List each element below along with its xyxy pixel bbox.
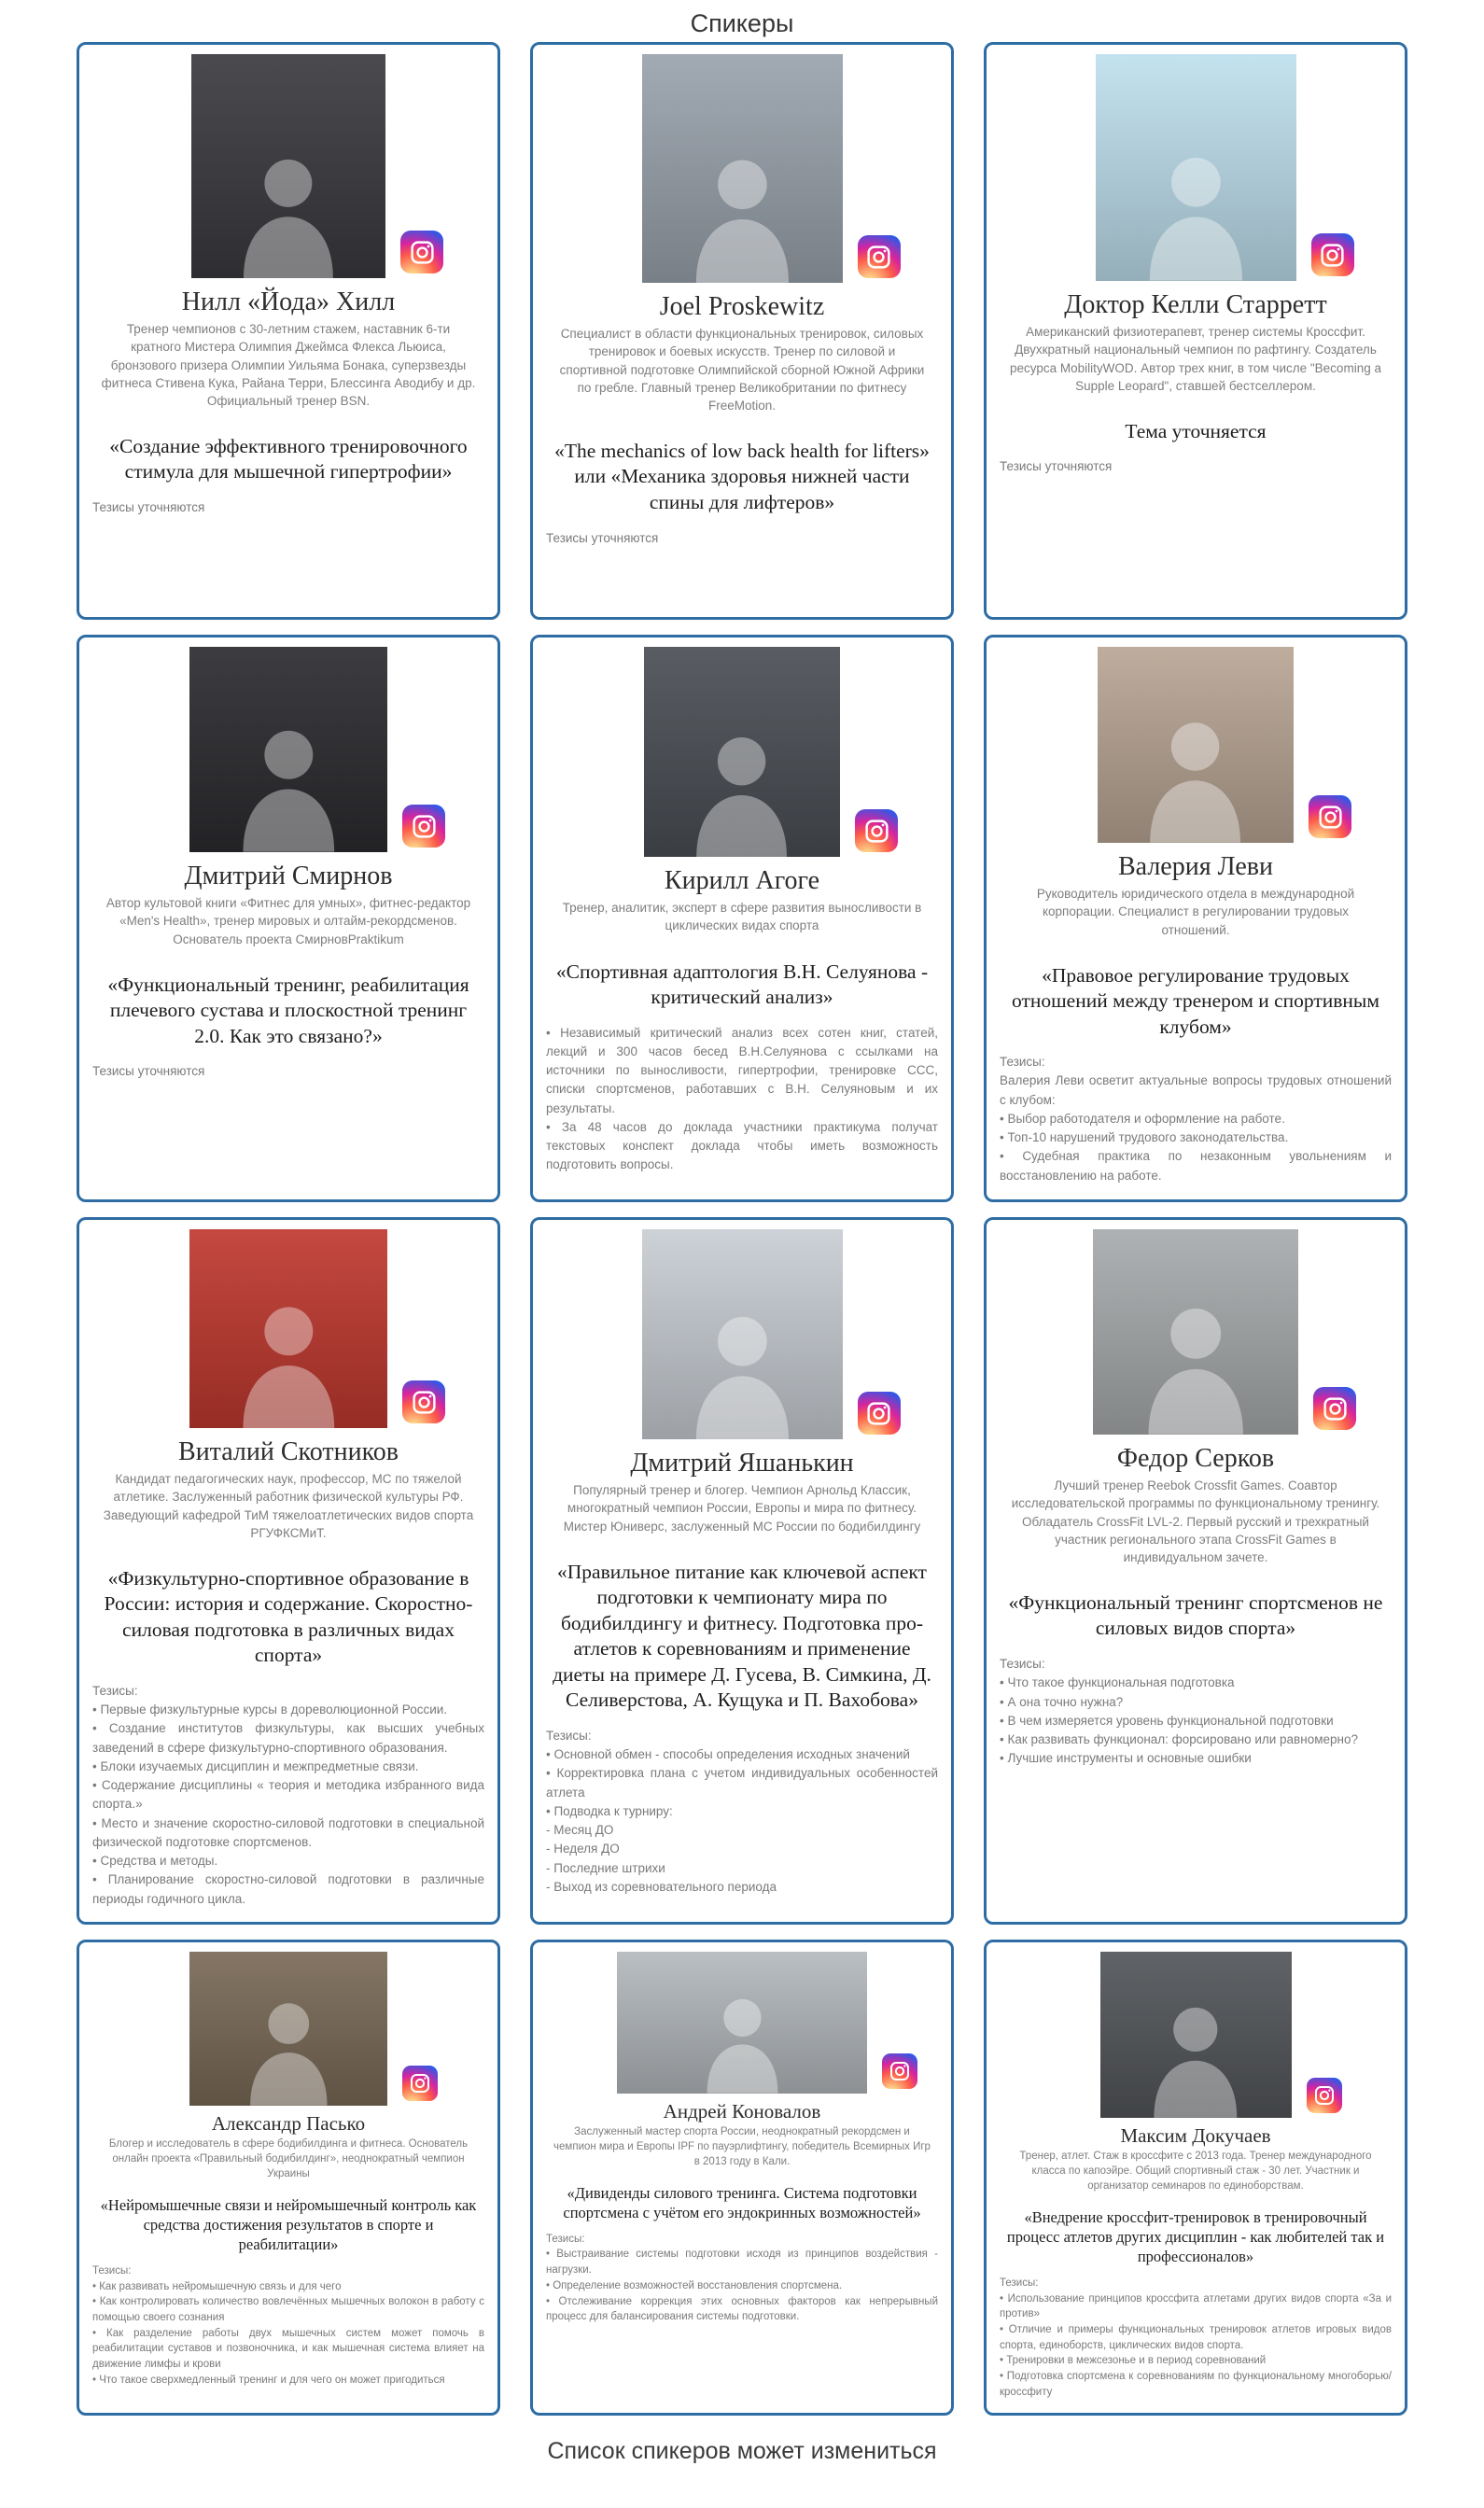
thesis-line: Тезисы: xyxy=(92,2264,132,2277)
speaker-topic: «Правильное питание как ключевой аспект подготовки к чемпионату мира по бодибилдингу и фитнесу. Подготовка про-атлетов к соревнованиям и применение диеты на примере Д. Гусева, В. Симкина, Д. Селиверстова, А. Кущука и П. Вахобова» xyxy=(553,1560,931,1712)
instagram-camera-glyph xyxy=(1317,804,1344,831)
speaker-card xyxy=(77,635,500,1202)
speaker-name: Александр Пасько xyxy=(211,2111,366,2135)
speaker-name: Андрей Коновалов xyxy=(663,2099,821,2123)
thesis-line: • Выстраивание системы подготовки исходя из принципов воздействия - нагрузки. xyxy=(546,2249,938,2277)
speaker-bio: Кандидат педагогических наук, профессор, МС по тяжелой атлетике. Заслуженный работник физической культуры РФ. Заведующий кафедрой ТиМ тяжелоатлетических видов спорта РГУФКСМиТ. xyxy=(103,1472,474,1540)
instagram-icon[interactable] xyxy=(855,809,898,852)
speaker-card xyxy=(530,1217,954,1925)
speaker-topic: «Правовое регулирование трудовых отношений между тренером и спортивным клубом» xyxy=(1011,963,1379,1038)
thesis-line: • Тренировки в межсезонье и в период соревнований xyxy=(1000,2355,1267,2367)
speaker-topic: «Внедрение кроссфит-тренировок в тренировочный процесс атлетов других дисциплин - как любителей так и профессионалов» xyxy=(1006,2207,1385,2265)
speaker-topic: «Дивиденды силового тренинга. Система подготовки спортсмена с учётом его эндокринных возможностей» xyxy=(563,2183,921,2221)
instagram-camera-glyph xyxy=(409,2072,431,2095)
instagram-icon[interactable] xyxy=(402,805,445,848)
thesis-line: • Как развивать нейромышечную связь и для чего xyxy=(92,2280,342,2292)
speaker-photo-row xyxy=(546,52,938,283)
speaker-card xyxy=(530,42,954,620)
speaker-theses xyxy=(546,529,938,548)
speaker-photo-row xyxy=(546,1227,938,1439)
instagram-camera-glyph xyxy=(1319,242,1346,269)
speakers-disclaimer: Список спикеров может измениться xyxy=(547,2438,937,2465)
speaker-photo xyxy=(642,1229,843,1439)
speaker-topic: «Функциональный тренинг, реабилитация плечевого сустава и плоскостной тренинг 2.0. Как это связано?» xyxy=(107,973,469,1047)
thesis-line: • Как контролировать количество вовлечённых мышечных волокон в работу с помощью своего сознания xyxy=(92,2296,484,2323)
person-silhouette-icon xyxy=(217,1985,360,2106)
page-title: Спикеры xyxy=(690,9,794,37)
speaker-photo xyxy=(1093,1229,1298,1435)
thesis-line: • Как разделение работы двух мышечных систем может помочь в реабилитации суставов и позвоночника, и как мышечная система влияет на движение лимфы и крови xyxy=(92,2327,484,2370)
thesis-line: • Лучшие инструменты и основные ошибки xyxy=(1000,1751,1252,1766)
instagram-icon[interactable] xyxy=(858,235,901,278)
speaker-card xyxy=(984,635,1407,1202)
speaker-name: Валерия Леви xyxy=(1117,852,1274,881)
speaker-theses xyxy=(92,1062,484,1081)
thesis-line: • А она точно нужна? xyxy=(1000,1694,1124,1709)
speaker-photo-row xyxy=(546,645,938,857)
thesis-line: • Средства и методы. xyxy=(92,1854,218,1869)
thesis-line: • Создание институтов физкультуры, как высших учебных заведений в сфере физкультурно-спортивного образования. xyxy=(92,1721,484,1755)
instagram-icon[interactable] xyxy=(1313,1387,1356,1430)
thesis-line: • Содержание дисциплины « теория и методика избранного вида спорта.» xyxy=(92,1778,484,1812)
speaker-theses xyxy=(92,2263,484,2388)
speaker-name: Нилл «Йода» Хилл xyxy=(181,287,396,316)
speaker-bio: Заслуженный мастер спорта России, неоднократный рекордсмен и чемпион мира и Европы IPF по пауэрлифтингу, победитель Всемирных Игр в 2013 году в Кали. xyxy=(553,2126,931,2167)
speaker-photo xyxy=(189,1952,387,2106)
speaker-card xyxy=(77,1940,500,2416)
speaker-theses xyxy=(1000,2276,1392,2400)
person-silhouette-icon xyxy=(671,694,812,858)
speaker-card xyxy=(984,1217,1407,1925)
thesis-line: • Первые физкультурные курсы в дореволюционной России. xyxy=(92,1702,448,1717)
thesis-line: Тезисы: xyxy=(1000,1055,1045,1070)
speaker-name: Федор Серков xyxy=(1116,1444,1275,1473)
instagram-icon[interactable] xyxy=(400,231,443,273)
speaker-bio: Блогер и исследователь в сфере бодибилдинга и фитнеса. Основатель онлайн проекта «Правильный бодибилдинг», неоднократный чемпион Украины xyxy=(108,2138,469,2179)
speaker-name: Дмитрий Смирнов xyxy=(184,862,393,890)
speaker-card xyxy=(984,42,1407,620)
speaker-photo xyxy=(189,1229,387,1428)
thesis-line: Тезисы уточняются xyxy=(546,530,659,545)
speaker-photo-row xyxy=(92,645,484,852)
speaker-photo xyxy=(191,54,385,278)
thesis-line: • Определение возможностей восстановления спортсмена. xyxy=(546,2279,843,2291)
speaker-card xyxy=(77,1217,500,1925)
speaker-theses xyxy=(1000,457,1392,476)
speaker-photo-row xyxy=(1000,1950,1392,2118)
speaker-card xyxy=(984,1940,1407,2416)
speaker-card xyxy=(77,42,500,620)
thesis-line: Тезисы: xyxy=(1000,1657,1045,1671)
person-silhouette-icon xyxy=(1124,104,1268,281)
thesis-line: • Отличие и примеры функциональных тренировок атлетов игровых видов спорта, единоборств, циклических видов спорта. xyxy=(1000,2323,1392,2351)
instagram-icon[interactable] xyxy=(882,2053,917,2089)
thesis-line: Валерия Леви осветит актуальные вопросы трудовых отношений с клубом: xyxy=(1000,1073,1392,1107)
thesis-line: Тезисы: xyxy=(546,1728,592,1743)
speaker-bio: Автор культовой книги «Фитнес для умных», фитнес-редактор «Men's Health», тренер мировых и олтайм-рекордсменов. Основатель проекта СмирновPraktikum xyxy=(105,896,471,946)
thesis-line: - Выход из соревновательного периода xyxy=(546,1879,777,1894)
thesis-line: • Судебная практика по незаконным увольнениям и восстановлению на работе. xyxy=(1000,1149,1392,1183)
instagram-camera-glyph xyxy=(1313,2084,1336,2107)
speaker-photo xyxy=(617,1952,867,2094)
speaker-bio: Тренер, атлет. Стаж в кроссфите с 2013 года. Тренер международного класса по капоэйре. Общий спортивный стаж - 30 лет. Участник и организатор семинаров по единоборствам. xyxy=(1019,2151,1372,2192)
speaker-topic: «The mechanics of low back health for lifters» или «Механика здоровья нижней части спины для лифтеров» xyxy=(554,439,930,513)
instagram-camera-glyph xyxy=(1322,1395,1349,1422)
instagram-camera-glyph xyxy=(889,2060,911,2082)
thesis-line: • Топ-10 нарушений трудового законодательства. xyxy=(1000,1130,1289,1145)
speaker-bio: Руководитель юридического отдела в международной корпорации. Специалист в регулировании трудовых отношений. xyxy=(1036,887,1355,937)
thesis-line: - Месяц ДО xyxy=(546,1823,614,1837)
thesis-line: Тезисы: xyxy=(1000,2277,1039,2289)
thesis-line: • Место и значение скоростно-силовой подготовки в специальной физической подготовке спортсменов. xyxy=(92,1815,484,1849)
instagram-icon[interactable] xyxy=(858,1392,901,1435)
thesis-line: • Блоки изучаемых дисциплин и межпредметные связи. xyxy=(92,1758,419,1773)
speaker-bio: Специалист в области функциональных тренировок, силовых тренировок и боевых искусств. Тренер по силовой и спортивной подготовке Олимпийской сборной Южной Африки по гребле. Главный тренер Великобритании по фитнесу FreeMotion. xyxy=(559,327,925,413)
thesis-line: • Основной обмен - способы определения исходных значений xyxy=(546,1747,910,1761)
instagram-camera-glyph xyxy=(411,813,438,840)
person-silhouette-icon xyxy=(1122,1274,1269,1435)
thesis-line: • Независимый критический анализ всех сотен книг, статей, лекций и 300 часов бесед В.Н.Селуянова с ссылками на источники по выносливости, гипертрофии, тренировке ССС, списки спортсменов, работавших с В.Н. Селуяновым и их результаты. xyxy=(546,1025,938,1115)
instagram-icon[interactable] xyxy=(1309,795,1351,838)
speaker-bio: Тренер чемпионов с 30-летним стажем, наставник 6-ти кратного Мистера Олимпия Джеймса Флекса Льюиса, бронзового призера Олимпии Уильяма Бонака, суперзвезды фитнеса Стивена Кука, Райана Терри, Блессинга Аводибу и др. Официальный тренер BSN. xyxy=(101,322,476,408)
thesis-line: • Как развивать функционал: форсировано или равномерно? xyxy=(1000,1732,1358,1746)
person-silhouette-icon xyxy=(1125,690,1266,843)
thesis-line: Тезисы уточняются xyxy=(92,1064,205,1079)
speaker-theses xyxy=(92,498,484,517)
speaker-photo-row xyxy=(1000,52,1392,281)
speaker-bio: Тренер, аналитик, эксперт в сфере развития выносливости в циклических видах спорта xyxy=(562,901,922,933)
speaker-photo xyxy=(642,54,843,283)
speaker-name: Виталий Скотников xyxy=(178,1437,399,1466)
speaker-photo xyxy=(189,647,387,852)
thesis-line: - Неделя ДО xyxy=(546,1842,620,1856)
thesis-line: • Отслеживание коррекция этих основных факторов как непрерывный процесс для балансирования системы подготовки. xyxy=(546,2295,938,2323)
speaker-photo xyxy=(1096,54,1296,281)
person-silhouette-icon xyxy=(218,104,358,278)
thesis-line: • Использование принципов кроссфита атлетами других видов спорта «За и против» xyxy=(1000,2292,1392,2320)
person-silhouette-icon xyxy=(652,1983,833,2094)
speaker-theses xyxy=(546,1727,938,1897)
speaker-topic: Тема уточняется xyxy=(1125,419,1267,442)
speaker-name: Joel Proskewitz xyxy=(659,292,825,321)
thesis-line: Тезисы: xyxy=(546,2233,585,2245)
instagram-icon[interactable] xyxy=(402,2066,438,2101)
speaker-photo-row xyxy=(1000,645,1392,843)
person-silhouette-icon xyxy=(217,1273,360,1428)
thesis-line: • Планирование скоростно-силовой подготовки в различные периоды годичного цикла. xyxy=(92,1872,484,1906)
thesis-line: • Подводка к турниру: xyxy=(546,1803,673,1818)
speakers-grid xyxy=(77,42,1407,2416)
thesis-line: - Последние штрихи xyxy=(546,1860,665,1875)
speaker-theses xyxy=(1000,1655,1392,1769)
instagram-icon[interactable] xyxy=(1307,2078,1342,2113)
speaker-bio: Американский физиотерапевт, тренер системы Кроссфит. Двухкратный национальный чемпион по рафтингу. Создатель ресурса MobilityWOD. Автор трех книг, в том числе "Becoming a Supple Leopard", ставшей бестселлером. xyxy=(1010,325,1381,393)
speaker-photo xyxy=(1100,1952,1292,2118)
thesis-line: • Что такое сверхмедленный тренинг и для чего он может пригодиться xyxy=(92,2374,445,2386)
person-silhouette-icon xyxy=(1127,1988,1265,2118)
speaker-name: Кирилл Агоге xyxy=(664,866,820,895)
speaker-theses xyxy=(1000,1053,1392,1185)
instagram-icon[interactable] xyxy=(1311,233,1354,276)
person-silhouette-icon xyxy=(670,105,815,283)
speaker-bio: Лучший тренер Reebok Crossfit Games. Соавтор исследовательской программы по функциональному тренингу. Обладатель CrossFit LVL-2. Первый русский и трехкратный участник регионального этапа CrossFit Games в индивидуальном зачете. xyxy=(1011,1478,1380,1564)
thesis-line: • В чем измеряется уровень функциональной подготовки xyxy=(1000,1713,1334,1728)
instagram-icon[interactable] xyxy=(402,1380,445,1423)
thesis-line: Тезисы: xyxy=(92,1683,138,1698)
person-silhouette-icon xyxy=(670,1276,815,1440)
speaker-photo xyxy=(1098,647,1294,843)
instagram-camera-glyph xyxy=(863,818,890,845)
instagram-camera-glyph xyxy=(411,1389,438,1416)
speaker-theses xyxy=(546,2232,938,2325)
speaker-photo-row xyxy=(92,1950,484,2106)
thesis-line: • Что такое функциональная подготовка xyxy=(1000,1675,1235,1690)
thesis-line: Тезисы уточняются xyxy=(1000,459,1113,474)
speaker-name: Дмитрий Яшанькин xyxy=(630,1449,854,1478)
speaker-photo-row xyxy=(1000,1227,1392,1435)
thesis-line: • Подготовка спортсмена к соревнованиям по функциональному многоборью/кроссфиту xyxy=(1000,2370,1392,2398)
speaker-topic: «Функциональный тренинг спортсменов не силовых видов спорта» xyxy=(1008,1590,1383,1640)
instagram-camera-glyph xyxy=(865,1400,892,1427)
speaker-topic: «Нейромышечные связи и нейромышечный контроль как средства достижения результатов в спорте и реабилитации» xyxy=(100,2195,477,2253)
speaker-card xyxy=(530,635,954,1202)
speaker-topic: «Спортивная адаптология В.Н. Селуянова - критический анализ» xyxy=(555,960,929,1009)
thesis-line: • Выбор работодателя и оформление на работе. xyxy=(1000,1111,1285,1126)
person-silhouette-icon xyxy=(217,692,360,852)
speaker-photo-row xyxy=(92,1227,484,1428)
speaker-bio: Популярный тренер и блогер. Чемпион Арнольд Классик, многократный чемпион России, Европы и мира по фитнесу. Мистер Юниверс, заслуженный МС России по бодибилдингу xyxy=(563,1483,921,1534)
speaker-topic: «Создание эффективного тренировочного стимула для мышечной гипертрофии» xyxy=(109,434,468,483)
speaker-theses xyxy=(546,1024,938,1175)
speaker-topic: «Физкультурно-спортивное образование в России: история и содержание. Скоростно-силовая подготовка в различных видах спорта» xyxy=(104,1566,473,1667)
speaker-name: Максим Докучаев xyxy=(1120,2123,1271,2147)
thesis-line: • За 48 часов до доклада участники практикума получат текстовых конспект доклада чтобы иметь возможность подготовить вопросы. xyxy=(546,1119,938,1172)
thesis-line: Тезисы уточняются xyxy=(92,500,205,514)
instagram-camera-glyph xyxy=(409,239,436,266)
instagram-camera-glyph xyxy=(865,244,892,271)
speaker-photo-row xyxy=(546,1950,938,2094)
speaker-photo-row xyxy=(92,52,484,278)
speaker-photo xyxy=(644,647,840,857)
speaker-card xyxy=(530,1940,954,2416)
speaker-theses xyxy=(92,1682,484,1909)
speaker-name: Доктор Келли Старретт xyxy=(1064,290,1327,319)
thesis-line: • Корректировка плана с учетом индивидуальных особенностей атлета xyxy=(546,1766,938,1800)
